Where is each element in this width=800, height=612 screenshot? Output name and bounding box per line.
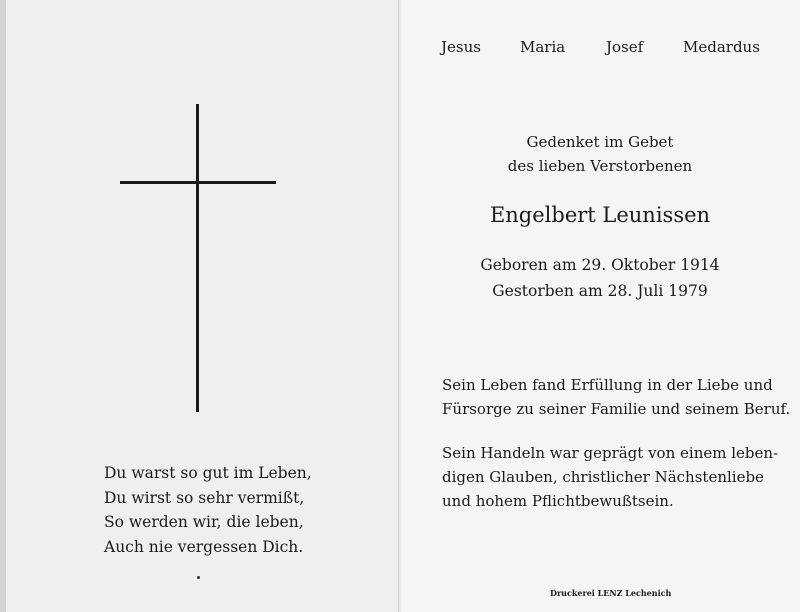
poem-line: Auch nie vergessen Dich. [104, 537, 304, 556]
poem-line: So werden wir, die leben, [104, 513, 304, 531]
birth-date: Geboren am 29. Oktober 1914 [480, 256, 720, 274]
header-name-jesus: Jesus [441, 38, 481, 56]
deceased-name: Engelbert Leunissen [489, 203, 711, 227]
paragraph-line: und hohem Pflichtbewußtsein. [442, 492, 674, 510]
paragraph-line: Fürsorge zu seiner Familie und seinem Beruf. [442, 400, 791, 418]
cross-vertical-bar [196, 104, 199, 412]
paragraph-line: Sein Leben fand Erfüllung in der Liebe und [442, 376, 773, 394]
paragraph-line: digen Glauben, christlicher Nächstenliebe [442, 468, 764, 486]
memorial-line-2: des lieben Verstorbenen [507, 157, 693, 175]
header-name-maria: Maria [520, 38, 566, 56]
cross-horizontal-bar [120, 181, 276, 184]
right-panel [400, 0, 800, 612]
card-fold [398, 0, 402, 612]
death-date: Gestorben am 28. Juli 1979 [492, 282, 708, 300]
poem [104, 461, 312, 559]
poem-line: Du warst so gut im Leben, [104, 464, 312, 482]
header-name-medardus: Medardus [683, 38, 760, 56]
header-name-josef: Josef [606, 38, 644, 56]
ink-dot [197, 576, 200, 579]
poem-line: Du wirst so sehr vermißt, [104, 488, 305, 507]
paragraph-line: Sein Handeln war geprägt von einem leben- [442, 444, 779, 462]
memorial-line-1: Gedenket im Gebet [526, 133, 674, 151]
card-edge [0, 0, 6, 612]
paragraph-life [442, 373, 791, 421]
paragraph-faith [442, 441, 779, 513]
printer-credit: Druckerei LENZ Lechenich [550, 588, 672, 598]
